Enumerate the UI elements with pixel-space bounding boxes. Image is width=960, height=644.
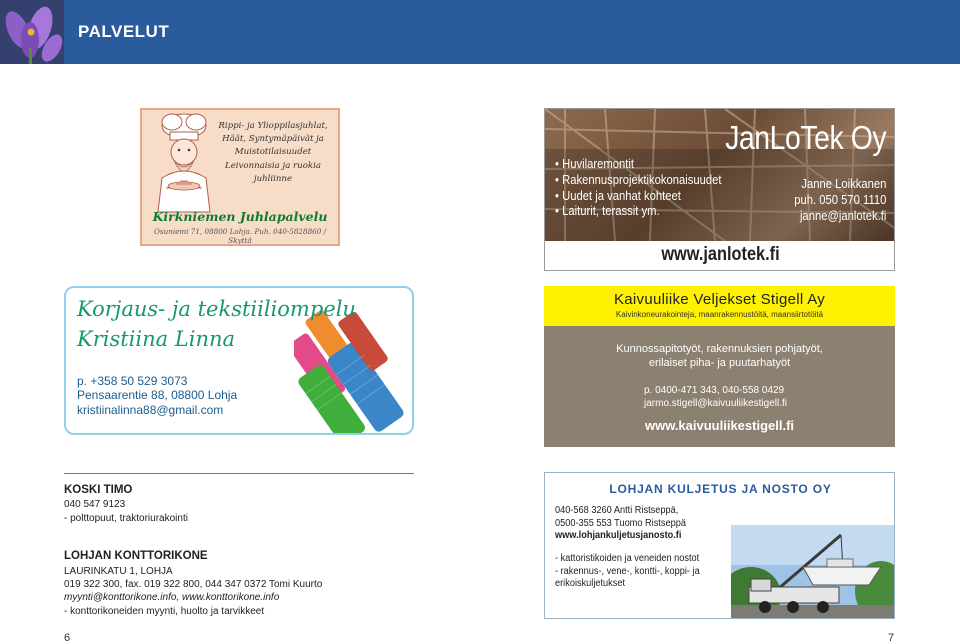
janlotek-phone: puh. 050 570 1110 bbox=[793, 192, 886, 207]
konttori-services: - konttorikoneiden myynti, huolto ja tarvikkeet bbox=[64, 605, 265, 617]
juhlapalvelu-services bbox=[214, 120, 332, 186]
janlotek-email: janne@janlotek.fi bbox=[799, 208, 886, 223]
crocus-flower-photo bbox=[0, 0, 64, 64]
juhlapalvelu-ad bbox=[140, 108, 340, 246]
korjaus-address: Pensaarentie 88, 08800 Lohja bbox=[77, 388, 238, 403]
janlotek-website: www.janlotek.fi bbox=[661, 244, 780, 265]
janlotek-ad bbox=[544, 108, 895, 271]
page-number-left: 6 bbox=[64, 632, 71, 644]
kaivuu-services bbox=[544, 342, 895, 370]
konttori-email-web: myynti@konttorikone.info, www.konttorikone.info bbox=[64, 592, 280, 604]
kuljetus-website: www.lohjankuljetusjanosto.fi bbox=[555, 530, 682, 541]
kaivuu-services-line: Kunnossapitotyöt, rakennuksien pohjatyöt, bbox=[616, 343, 823, 355]
korjaus-email: kristiinalinna88@gmail.com bbox=[77, 402, 224, 417]
kaivuuliike-ad bbox=[544, 286, 895, 447]
koski-services: - polttopuut, traktoriurakointi bbox=[64, 513, 188, 524]
janlotek-contact-name: Janne Loikkanen bbox=[800, 177, 886, 191]
list-item: • Laiturit, terassit ym. bbox=[555, 204, 722, 220]
juhla-line: juhliinne bbox=[253, 173, 293, 184]
kaivuu-services-line: erilaiset piha- ja puutarhatyöt bbox=[648, 357, 791, 369]
korjaus-contact bbox=[77, 374, 237, 417]
koski-phone: 040 547 9123 bbox=[64, 499, 126, 510]
kaivuu-contact bbox=[644, 385, 787, 410]
list-item: • Uudet ja vanhat kohteet bbox=[555, 189, 722, 205]
janlotek-services bbox=[555, 157, 722, 220]
juhlapalvelu-name: Kirkniemen Juhlapalvelu bbox=[152, 209, 328, 224]
kaivuu-title: Kaivuuliike Veljekset Stigell Ay bbox=[613, 291, 826, 308]
kuljetus-title: LOHJAN KULJETUS JA NOSTO OY bbox=[609, 482, 832, 496]
korjaus-title bbox=[77, 294, 356, 354]
janlotek-contact bbox=[794, 177, 886, 224]
konttori-name: LOHJAN KONTTORIKONE bbox=[64, 550, 208, 562]
korjaus-title-line: Korjaus- ja tekstiiliompelu bbox=[77, 297, 356, 321]
list-item: - kattoristikoiden ja veneiden nostot bbox=[555, 553, 716, 566]
juhlapalvelu-address: Osuniemi 71, 08800 Lohja. Puh. 040-5828860 / Skyttä bbox=[154, 227, 326, 245]
juhla-line: Muistotilaisuudet bbox=[234, 147, 312, 158]
korjaus-ompelu-ad bbox=[64, 286, 414, 435]
kaivuu-website: www.kaivuuliikestigell.fi bbox=[644, 418, 795, 433]
kuljetus-contact-line: 040-568 3260 Antti Ristseppä, bbox=[555, 505, 679, 516]
juhla-line: Häät, Syntymäpäivät ja bbox=[222, 134, 324, 145]
kuljetus-contact-line: 0500-355 553 Tuomo Ristseppä bbox=[555, 517, 686, 529]
chef-illustration bbox=[146, 112, 224, 220]
page-number-right: 7 bbox=[888, 632, 895, 644]
korjaus-phone: p. +358 50 529 3073 bbox=[77, 374, 188, 388]
korjaus-title-line: Kristiina Linna bbox=[77, 327, 236, 351]
list-item: • Rakennusprojektikokonaisuudet bbox=[555, 173, 722, 189]
list-item: - rakennus-, vene-, kontti-, koppi- ja erikoiskuljetukset bbox=[555, 566, 716, 591]
kaivuu-email: jarmo.stigell@kaivuuliikestigell.fi bbox=[644, 397, 787, 409]
kuljetus-services bbox=[555, 553, 716, 591]
crane-truck-photo bbox=[731, 525, 895, 619]
page-title: PALVELUT bbox=[78, 22, 170, 41]
kuljetus-ad bbox=[544, 472, 895, 619]
kuljetus-contact bbox=[555, 505, 686, 543]
divider bbox=[64, 473, 414, 474]
kaivuu-subtitle: Kaivinkoneurakointeja, maanrakennustöitä, maansiirtotöitä bbox=[615, 310, 824, 319]
janlotek-title: JanLoTek Oy bbox=[725, 119, 886, 156]
list-item: • Huvilaremontit bbox=[555, 157, 722, 173]
juhla-line: Rippi- ja Ylioppilasjuhlat, bbox=[218, 121, 328, 131]
konttori-phones: 019 322 300, fax. 019 322 800, 044 347 0372 Tomi Kuurto bbox=[64, 579, 323, 591]
konttori-address: LAURINKATU 1, LOHJA bbox=[64, 566, 173, 577]
koski-info bbox=[64, 498, 188, 526]
koski-name: KOSKI TIMO bbox=[64, 484, 133, 496]
kaivuu-phone: p. 0400-471 343, 040-558 0429 bbox=[644, 385, 785, 396]
juhla-line: Leivonnaisia ja ruokia bbox=[225, 160, 321, 171]
konttori-info bbox=[64, 565, 322, 618]
